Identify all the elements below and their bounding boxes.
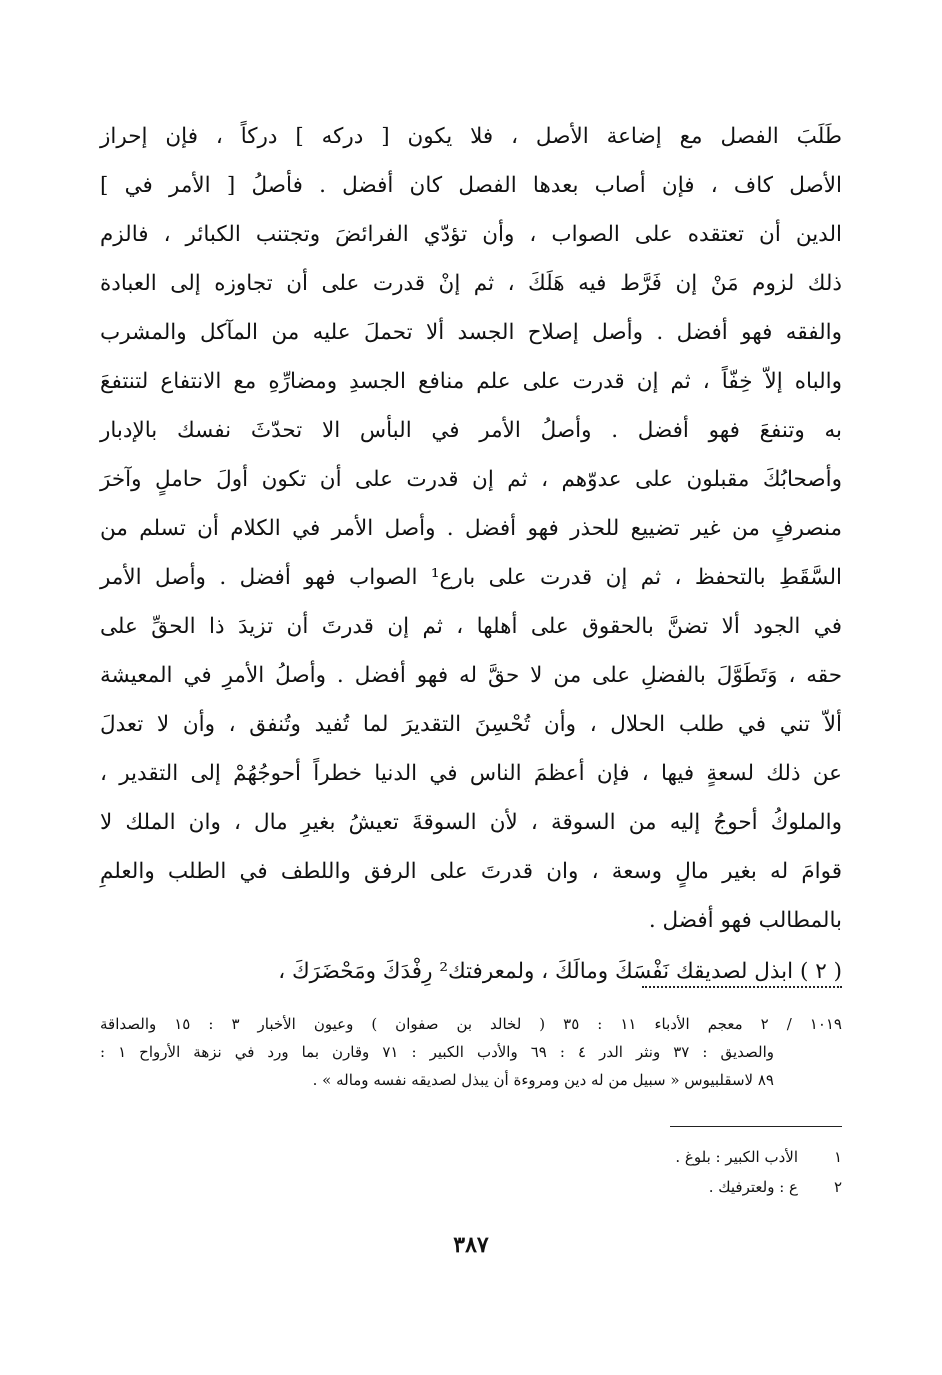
body-line: طَلَبَ الفصل مع إضاعة الأصل ، فلا يكون [ دركه ] دركاً ، فإن إحراز bbox=[100, 124, 842, 149]
body-line: عن ذلك لسعةٍ فيها ، فإن أعظمَ الناس في الدنيا خطراً أحوجُهُمْ إلى التقدير ، bbox=[100, 761, 842, 786]
dotted-separator bbox=[642, 986, 842, 988]
footnote-text: ع : ولعترفيك . bbox=[708, 1178, 798, 1196]
body-line: الدين أن تعتقده على الصواب ، وأن تؤدّي الفرائضَ وتجتنب الكبائر ، فالزم bbox=[100, 222, 842, 247]
body-line: ألاّ تني في طلب الحلال ، وأن تُحْسِنَ التقديرَ لما تُفيد وتُنفق ، وأن لا تعدلَ bbox=[100, 712, 842, 737]
footnote bbox=[442, 1172, 842, 1202]
footnote-number: ١ bbox=[833, 1148, 842, 1166]
body-line: بالمطالب فهو أفضل . bbox=[648, 908, 842, 933]
body-line: قوامَ له بغير مالٍ وسعة ، وان قدرتَ على الرفق واللطف في الطلب والعلمِ bbox=[100, 859, 842, 884]
footnote-text: الأدب الكبير : بلوغ . bbox=[675, 1148, 798, 1166]
body-line: الأصل كاف ، فإن أصاب بعدها الفصل كان أفضل . فأصلُ [ الأمر في ] bbox=[100, 173, 842, 198]
body-line: في الجود ألا تضنَّ بالحقوق على أهلها ، ثم إن قدرتَ أن تزيدَ ذا الحقِّ على bbox=[100, 614, 842, 639]
source-line: ٨٩ لاسقلبيوس « سبيل من له دين ومروءة أن يبذل لصديقه نفسه وماله » . bbox=[312, 1071, 774, 1089]
body-line: وأصحابُكَ مقبلون على عدوّهم ، ثم إن قدرت على أن تكون أولَ حاملٍ وآخرَ bbox=[100, 467, 842, 492]
footnote-number: ٢ bbox=[833, 1178, 842, 1196]
body-line: والملوكُ أحوجُ إليه من السوقة ، لأن السوقةَ تعيشُ بغيرِ مال ، وان الملك لا bbox=[100, 810, 842, 835]
body-line: منصرفٍ من غير تضييع للحذر فهو أفضل . وأصل الأمر في الكلام أن تسلم من bbox=[100, 516, 842, 541]
body-line: السَّقَطِ بالتحفظ ، ثم إن قدرت على بارع¹ الصواب فهو أفضل . وأصل الأمر bbox=[100, 565, 843, 590]
footnotes bbox=[442, 1142, 842, 1202]
body-line: ذلك لزوم مَنْ إن فَرَّط فيه هَلَكَ ، ثم إنْ قدرت على أن تجاوزه إلى العبادة bbox=[100, 271, 842, 296]
body-line: حقه ، وَتَطَوَّلَ بالفضلِ على من لا حقَّ له فهو أفضل . وأصلُ الأمرِ في المعيشة bbox=[100, 663, 843, 688]
body-line: والفقه فهو أفضل . وأصل إصلاح الجسد ألا تحملَ عليه من المآكل والمشرب bbox=[100, 320, 842, 345]
body-line: والباه إلاّ خِفّاً ، ثم إن قدرت على علم منافع الجسدِ ومضارِّهِ مع الانتفاع لتنتفعَ bbox=[100, 369, 842, 394]
body-line: به وتنفعَ فهو أفضل . وأصلُ الأمر في البأس الا تحدّثَ نفسك بالإدبار bbox=[100, 418, 842, 443]
source-line: ١٠١٩ / ٢ معجم الأدباء ١١ : ٣٥ ( لخالد بن صفوان ) وعيون الأخبار ٣ : ١٥ والصداقة bbox=[100, 1015, 842, 1033]
footnote-separator bbox=[670, 1126, 842, 1127]
maxim-line: ( ٢ ) ابذل لصديقك نَفْسَكَ ومالَكَ ، ولمعرفتك² رِفْدَكَ ومَحْضَرَكَ ، bbox=[278, 959, 842, 984]
main-text-block bbox=[100, 112, 842, 996]
page-number: ٣٨٧ bbox=[453, 1232, 489, 1258]
source-line: والصديق : ٣٧ ونثر الدر ٤ : ٦٩ والأدب الكبير : ٧١ وقارن بما ورد في نزهة الأرواح ١ : bbox=[100, 1043, 775, 1061]
footnote bbox=[442, 1142, 842, 1172]
source-references bbox=[100, 1010, 842, 1094]
